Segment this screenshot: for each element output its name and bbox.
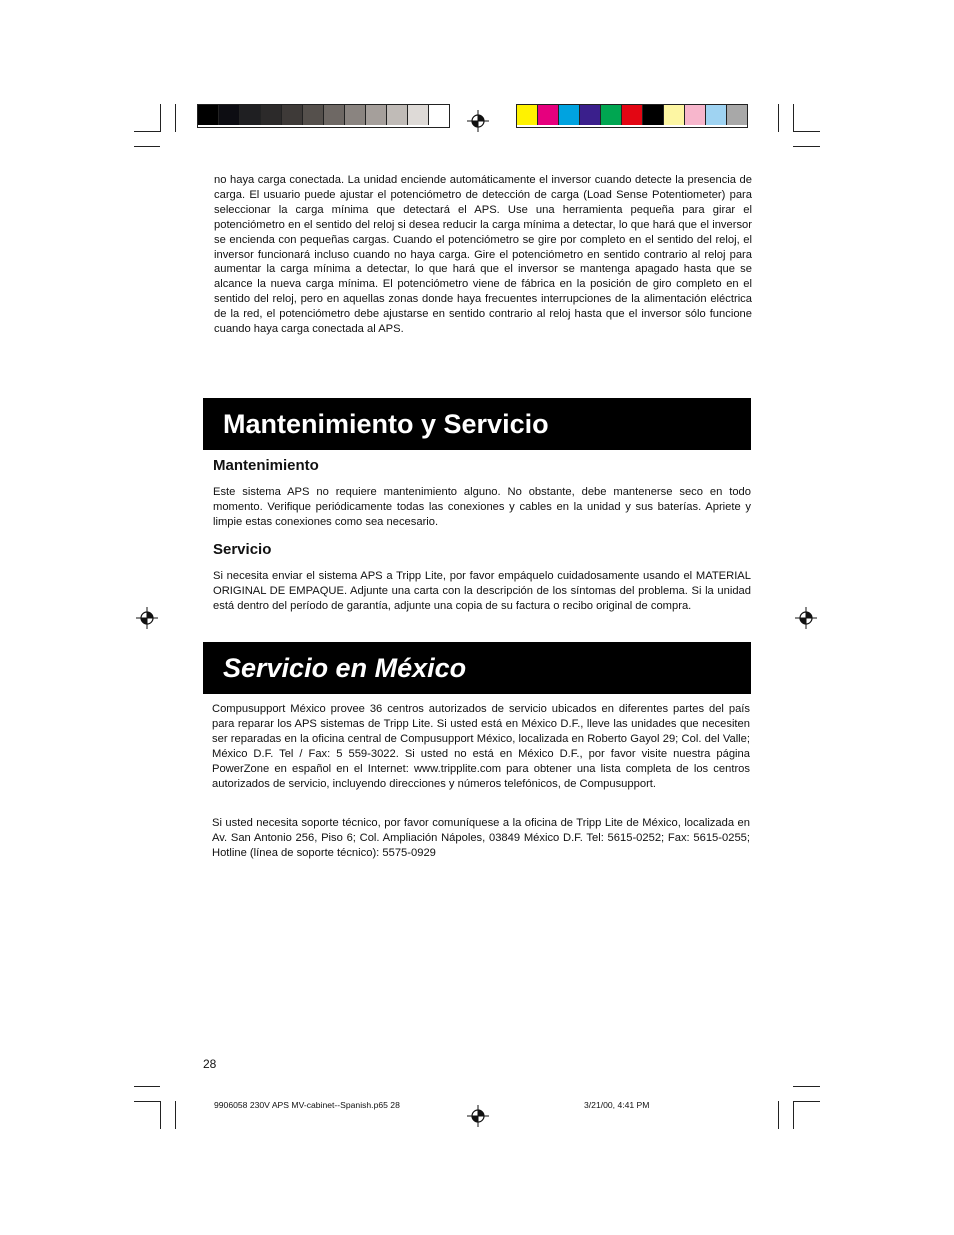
color-swatch — [538, 105, 559, 125]
mexico-paragraph-2: Si usted necesita soporte técnico, por favor comuníquese a la oficina de Tripp Lite de México, localizada en Av. San Antonio 256, Piso 6; Col. Ampliación Nápoles, 03849 México D.F. Tel: 5615-0252; Fax: 5615-0255; Hotline (línea de soporte técnico): 5575-0929 — [212, 817, 750, 859]
section-banner-servicio-en-mexico: Servicio en México — [203, 642, 751, 694]
mexico-paragraph-1: Compusupport México provee 36 centros autorizados de servicio ubicados en diferentes partes del país para reparar los APS sistemas de Tripp Lite. Si usted está en México D.F., lleve las unidades que necesiten ser reparadas en la oficina central de Compusupport México, localizada en Roberto Gayol 29; Col. del Valle; México D.F. Tel / Fax: 5 559-3022. Si usted no está en México D.F., por favor visite nuestra página PowerZone en español en el Internet: www.tripplite.com para obtener una lista completa de los centros autorizados de servicio, incluyendo direcciones y números telefónicos, de Compusupport. — [212, 703, 750, 790]
color-swatch — [559, 105, 580, 125]
crop-mark — [793, 1086, 820, 1087]
grayscale-color-bar — [197, 104, 450, 128]
footer-datetime: 3/21/00, 4:41 PM — [584, 1100, 650, 1110]
color-swatch — [429, 105, 449, 125]
crop-mark — [778, 1101, 779, 1129]
footer-filename: 9906058 230V APS MV-cabinet--Spanish.p65 28 — [214, 1100, 400, 1110]
subheading-servicio: Servicio — [213, 541, 272, 558]
servicio-paragraph: Si necesita enviar el sistema APS a Tripp Lite, por favor empáquelo cuidadosamente usando el MATERIAL ORIGINAL DE EMPAQUE. Adjunte una carta con la descripción de los síntomas del problema. Si la unidad está dentro del período de garantía, adjunte una copia de su factura o recibo original de compra. — [213, 570, 751, 612]
crop-mark — [778, 104, 779, 132]
crop-mark — [793, 1101, 794, 1129]
color-swatch — [240, 105, 261, 125]
color-swatch — [366, 105, 387, 125]
crop-mark — [793, 131, 820, 132]
crop-mark — [134, 1086, 160, 1087]
color-swatch — [727, 105, 747, 125]
color-swatch — [580, 105, 601, 125]
color-swatch — [198, 105, 219, 125]
mantenimiento-paragraph: Este sistema APS no requiere mantenimiento alguno. No obstante, debe mantenerse seco en todo momento. Verifique periódicamente todas las conexiones y cables en la unidad y sus baterías. Apriete y limpie estas conexiones como sea necesario. — [213, 486, 751, 528]
crop-mark — [793, 146, 820, 147]
color-swatch — [622, 105, 643, 125]
process-color-bar — [516, 104, 748, 128]
color-swatch — [282, 105, 303, 125]
registration-mark-icon — [467, 110, 489, 132]
crop-mark — [175, 1101, 176, 1129]
intro-paragraph: no haya carga conectada. La unidad enciende automáticamente el inversor cuando detecte la presencia de carga. El usuario puede ajustar el potenciómetro de detección de carga (Load Sense Potentiometer) para seleccionar la carga mínima que detectará el APS. Use una herramienta pequeña para girar el potenciómetro en el sentido del reloj si desea reducir la carga mínima a detectar, lo que hará que el inversor se encienda con pequeñas cargas. Cuando el potenciómetro se gire por completo en el sentido del reloj, el inversor funcionará incluso cuando no haya carga. Gire el potenciómetro en sentido contrario al reloj para aumentar la carga mínima a detectar, lo que hará que el inversor se mantenga apagado hasta que se alcance la nueva carga mínima. El potenciómetro viene de fábrica en la posición de giro completo en el sentido del reloj, pero en aquellas zonas donde haya frecuentes interrupciones de la alimentación eléctrica de la red, el potenciómetro debe ajustarse en sentido contrario al reloj hasta que el inversor sólo funcione cuando haya carga conectada al APS. — [214, 174, 752, 336]
crop-mark — [160, 1101, 161, 1129]
crop-mark — [134, 1101, 160, 1102]
color-swatch — [303, 105, 324, 125]
crop-mark — [134, 131, 160, 132]
color-swatch — [387, 105, 408, 125]
registration-mark-icon — [795, 607, 817, 629]
color-swatch — [324, 105, 345, 125]
section-banner-mantenimiento-y-servicio: Mantenimiento y Servicio — [203, 398, 751, 450]
color-swatch — [408, 105, 429, 125]
color-swatch — [685, 105, 706, 125]
color-swatch — [706, 105, 727, 125]
color-swatch — [517, 105, 538, 125]
crop-mark — [175, 104, 176, 132]
registration-mark-icon — [467, 1105, 489, 1127]
crop-mark — [134, 146, 160, 147]
color-swatch — [219, 105, 240, 125]
subheading-mantenimiento: Mantenimiento — [213, 457, 319, 474]
page-number: 28 — [203, 1057, 217, 1071]
color-swatch — [601, 105, 622, 125]
crop-mark — [793, 1101, 820, 1102]
color-swatch — [643, 105, 664, 125]
color-swatch — [664, 105, 685, 125]
crop-mark — [160, 104, 161, 132]
color-swatch — [261, 105, 282, 125]
registration-mark-icon — [136, 607, 158, 629]
crop-mark — [793, 104, 794, 132]
color-swatch — [345, 105, 366, 125]
